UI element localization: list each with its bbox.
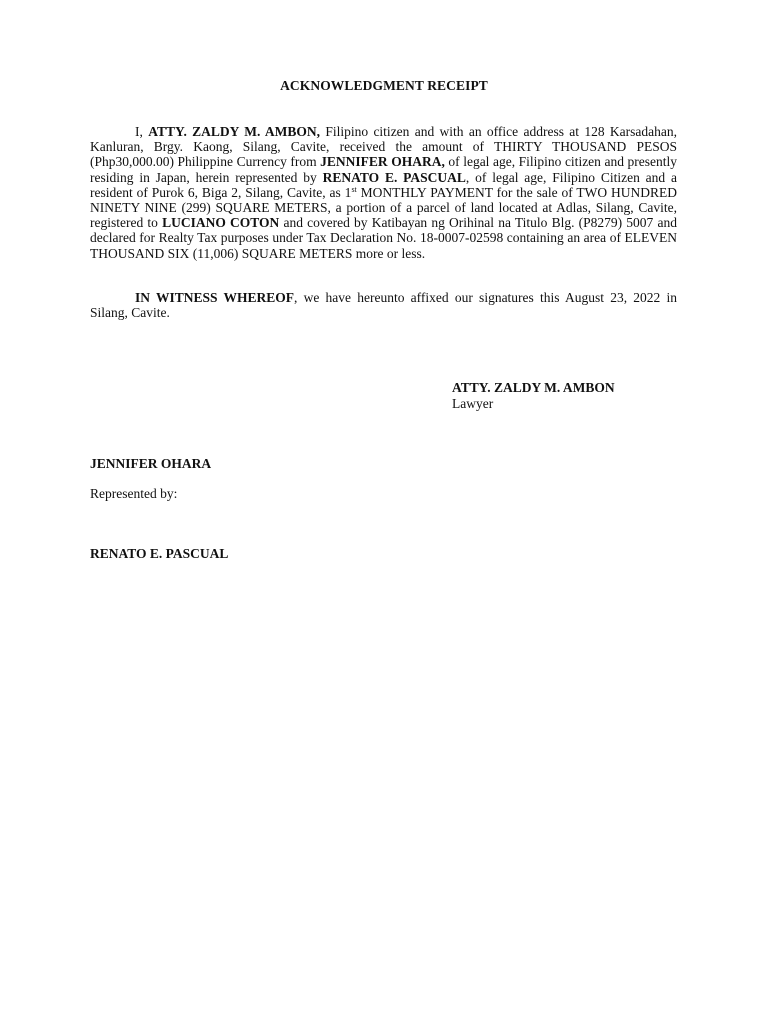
witness-heading-inline: IN WITNESS WHEREOF <box>135 290 294 305</box>
representative-name-inline: RENATO E. PASCUAL <box>322 169 466 185</box>
represented-by-label: Represented by: <box>90 486 178 501</box>
ordinal-suffix: st <box>351 184 357 194</box>
client-signature-name: JENNIFER OHARA <box>90 456 212 471</box>
text-run: MONTHLY PAYMENT for the sale of TWO HUNDRED NINETY NINE (299) SQUARE METERS, a portion of a parcel of land located at Adlas, Silang, Cavite, registered to <box>90 184 677 231</box>
text-run: , we have hereunto affixed our signatures this August 23, 2022 in Silang, Cavite. <box>90 290 677 321</box>
text-run: and covered by Katibayan ng Orihinal na Titulo Blg. (P8279) 5007 and declared for Realty Tax purposes under Tax Declaration No. 18-0007-02598 containing an area of ELEVEN THOUSAND SIX (11,006) SQUARE METERS more or less. <box>90 215 677 261</box>
text-run: , of legal age, Filipino Citizen and a resident of Purok 6, Biga 2, Silang, Cavite, as 1 <box>90 169 677 200</box>
client-name-inline: JENNIFER OHARA, <box>320 154 445 170</box>
lawyer-name-inline: ATTY. ZALDY M. AMBON, <box>148 124 321 139</box>
text-run: I, <box>135 124 149 139</box>
lawyer-signature-name: ATTY. ZALDY M. AMBON <box>452 380 615 395</box>
representative-signature-name: RENATO E. PASCUAL <box>90 546 229 561</box>
text-run: Filipino citizen and with an office address at 128 Karsadahan, Kanluran, Brgy. Kaong, Silang, Cavite, received the amount of THIRTY THOUSAND PESOS (Php30,000.00) Philippine Currency from <box>90 124 678 170</box>
registered-owner-inline: LUCIANO COTON <box>162 215 280 231</box>
text-run: of legal age, Filipino citizen and presently residing in Japan, herein represented by <box>90 154 677 185</box>
witness-paragraph <box>90 290 677 320</box>
lawyer-signature-role: Lawyer <box>452 396 494 411</box>
receipt-paragraph <box>90 124 677 261</box>
document-title: ACKNOWLEDGMENT RECEIPT <box>280 78 488 93</box>
